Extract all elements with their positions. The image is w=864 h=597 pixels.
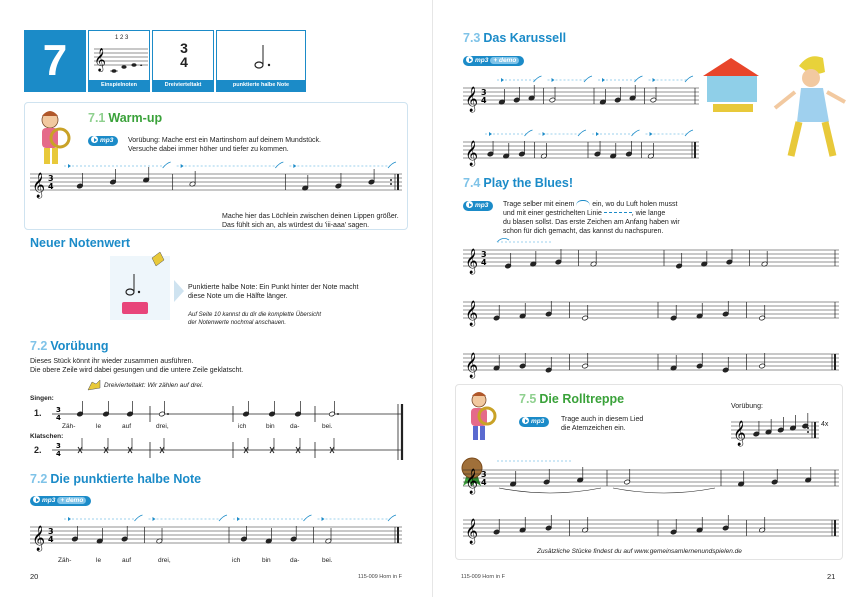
row-2-label: 2.: [34, 445, 42, 455]
mp3-audio-button[interactable]: mp3: [519, 417, 549, 427]
repeat-count: 4x: [821, 421, 829, 428]
lyric: le: [96, 557, 102, 564]
warmup-staff: [28, 162, 404, 206]
header-cell-dreivierteltakt: [152, 30, 214, 92]
singen-label: Singen:: [30, 395, 54, 402]
chapter-number: 7: [42, 36, 68, 85]
warmup-note: Mache hier das Löchlein zwischen deinen Lippen größer. Das fühlt sich an, als würdest du 'iii-aaa' sagen.: [222, 213, 399, 229]
play-icon: [522, 417, 529, 424]
rolltreppe-vorubung-staff: [729, 410, 821, 446]
svg-text:𝄞: 𝄞: [465, 249, 479, 274]
rolltreppe-vorubung-label: Vorübung:: [731, 403, 763, 410]
lyric: drei,: [158, 557, 171, 564]
lyric: le: [96, 423, 102, 430]
neuer-notenwert-note: Auf Seite 10 kannst du dir die komplette Übersicht der Notenwerte nochmal anschauen.: [188, 312, 322, 326]
einspielnoten-staff: [90, 35, 150, 79]
horn-player-illustration: [30, 108, 86, 168]
mp3-demo-button[interactable]: mp3 + demo: [463, 56, 524, 66]
page-number-left: 20: [30, 572, 39, 581]
punktierte-title: 7.2 Die punktierte halbe Note: [30, 472, 202, 486]
svg-text:𝄞: 𝄞: [465, 469, 479, 494]
svg-text:𝅝: 𝅝: [140, 61, 143, 68]
lyric: auf: [122, 423, 132, 430]
klatschen-label: Klatschen:: [30, 433, 64, 440]
rolltreppe-staff-2: [461, 508, 841, 552]
rolltreppe-text: Trage auch in diesem Lied die Atemzeichen ein.: [561, 416, 644, 432]
karussell-staff-1: [461, 76, 701, 120]
play-icon: [466, 56, 473, 63]
lyric: ich: [232, 557, 241, 564]
footer-right: 115-009 Horn in F: [461, 574, 505, 580]
chapter-number-badge: [24, 30, 86, 92]
lyric: da-: [290, 557, 300, 564]
time-sig-top: 3: [180, 40, 188, 56]
lyric: Zäh-: [58, 557, 72, 564]
svg-text:𝄞: 𝄞: [465, 301, 479, 326]
lyric: drei,: [156, 423, 169, 430]
lyric: auf: [122, 557, 132, 564]
svg-text:𝄞: 𝄞: [32, 173, 46, 198]
karussell-title: 7.3 Das Karussell: [463, 31, 567, 45]
warmup-title: 7.1 Warm-up: [88, 111, 163, 125]
mp3-audio-button[interactable]: mp3: [463, 201, 493, 211]
rolltreppe-staff-1: [461, 458, 841, 502]
svg-text:4: 4: [481, 478, 487, 487]
rhythm-staff: [50, 400, 410, 460]
neuer-notenwert-title: Neuer Notenwert: [30, 236, 131, 250]
time-sig-bottom: 4: [180, 54, 188, 70]
svg-text:3: 3: [481, 88, 487, 97]
vorubung-hint: Dreivierteltakt: Wir zählen auf drei.: [104, 382, 204, 389]
neuer-notenwert-text: Punktierte halbe Note: Ein Punkt hinter der Note macht diese Note um die Hälfte länger.: [188, 284, 359, 300]
svg-text:4: 4: [56, 414, 61, 422]
karussell-staff-2: [461, 130, 701, 174]
svg-text:4: 4: [48, 182, 54, 191]
svg-text:3: 3: [56, 442, 61, 450]
dotted-half-note-icon: [253, 41, 293, 81]
svg-text:4: 4: [481, 96, 487, 105]
pointer-arrow-icon: [174, 280, 184, 302]
lyric: da-: [290, 423, 300, 430]
header-label-dreivierteltakt: Dreivierteltakt: [153, 80, 213, 91]
svg-text:4: 4: [56, 450, 61, 458]
svg-text:𝄞: 𝄞: [465, 141, 479, 166]
header-label-punktierte: punktierte halbe Note: [217, 80, 305, 91]
svg-text:𝄞: 𝄞: [465, 519, 479, 544]
blues-staff-3: [461, 342, 841, 386]
row-1-label: 1.: [34, 408, 42, 418]
svg-text:3: 3: [48, 527, 54, 536]
lyric: bei.: [322, 557, 333, 564]
blues-text: Trage selber mit einem ein, wo du Luft holen musst und mit einer gestrichelten Linie , wie lange du blasen sollst. Das erste Zeichen am Anfang haben wir schon für dich gemacht, das kannst du nachspuren.: [503, 201, 680, 235]
svg-text:3: 3: [48, 174, 54, 183]
horn-player-illustration: [463, 390, 503, 444]
hand-icon: [86, 378, 102, 392]
vorubung-title: 7.2 Vorübung: [30, 339, 109, 353]
svg-text:4: 4: [481, 258, 487, 267]
breath-mark-icon: [576, 200, 590, 206]
rolltreppe-title: 7.5 Die Rolltreppe: [519, 392, 625, 406]
carousel-illustration: [699, 46, 849, 166]
svg-text:3: 3: [481, 470, 487, 479]
mp3-audio-button[interactable]: mp3: [88, 136, 118, 146]
header-fingering: 1 2 3: [115, 35, 129, 41]
play-icon: [466, 201, 473, 208]
lyric: bei.: [322, 423, 333, 430]
right-page: [432, 0, 864, 597]
svg-text:3: 3: [56, 406, 61, 414]
svg-text:𝄞: 𝄞: [465, 87, 479, 112]
header-cell-punktierte: [216, 30, 306, 92]
new-note-illustration: [108, 252, 178, 324]
punktierte-staff: [28, 515, 404, 559]
svg-text:𝄞: 𝄞: [32, 526, 46, 551]
vorubung-text: Dieses Stück könnt ihr wieder zusammen ausführen. Die obere Zeile wird dabei gesungen und die untere Zeile geklatscht.: [30, 358, 244, 374]
lyric: bin: [266, 423, 275, 430]
page-number-right: 21: [827, 572, 836, 581]
warmup-text: Vorübung: Mache erst ein Martinshorn auf deinem Mundstück. Versuche dabei immer höher und tiefer zu kommen.: [128, 137, 321, 153]
more-pieces-note: Zusätzliche Stücke findest du auf www.gemeinsamlernenundspielen.de: [537, 548, 742, 555]
footer-left: 115-009 Horn in F: [358, 574, 402, 580]
header-label-einspielnoten: Einspielnoten: [89, 80, 149, 91]
mp3-demo-button[interactable]: mp3 + demo: [30, 496, 91, 506]
blues-staff-2: [461, 290, 841, 334]
header-cell-einspielnoten: [88, 30, 150, 92]
lyric: Zäh-: [62, 423, 76, 430]
svg-text:3: 3: [481, 250, 487, 259]
svg-text:𝄞: 𝄞: [94, 47, 106, 71]
lyric: bin: [262, 557, 271, 564]
blues-title: 7.4 Play the Blues!: [463, 176, 574, 190]
blues-staff-1: [461, 238, 841, 282]
lyric: ich: [238, 423, 247, 430]
svg-text:𝄞: 𝄞: [733, 421, 747, 446]
svg-text:4: 4: [48, 535, 54, 544]
svg-text:𝄞: 𝄞: [465, 353, 479, 378]
play-icon: [33, 496, 40, 503]
dashed-line-icon: [604, 212, 632, 213]
play-icon: [91, 136, 98, 143]
